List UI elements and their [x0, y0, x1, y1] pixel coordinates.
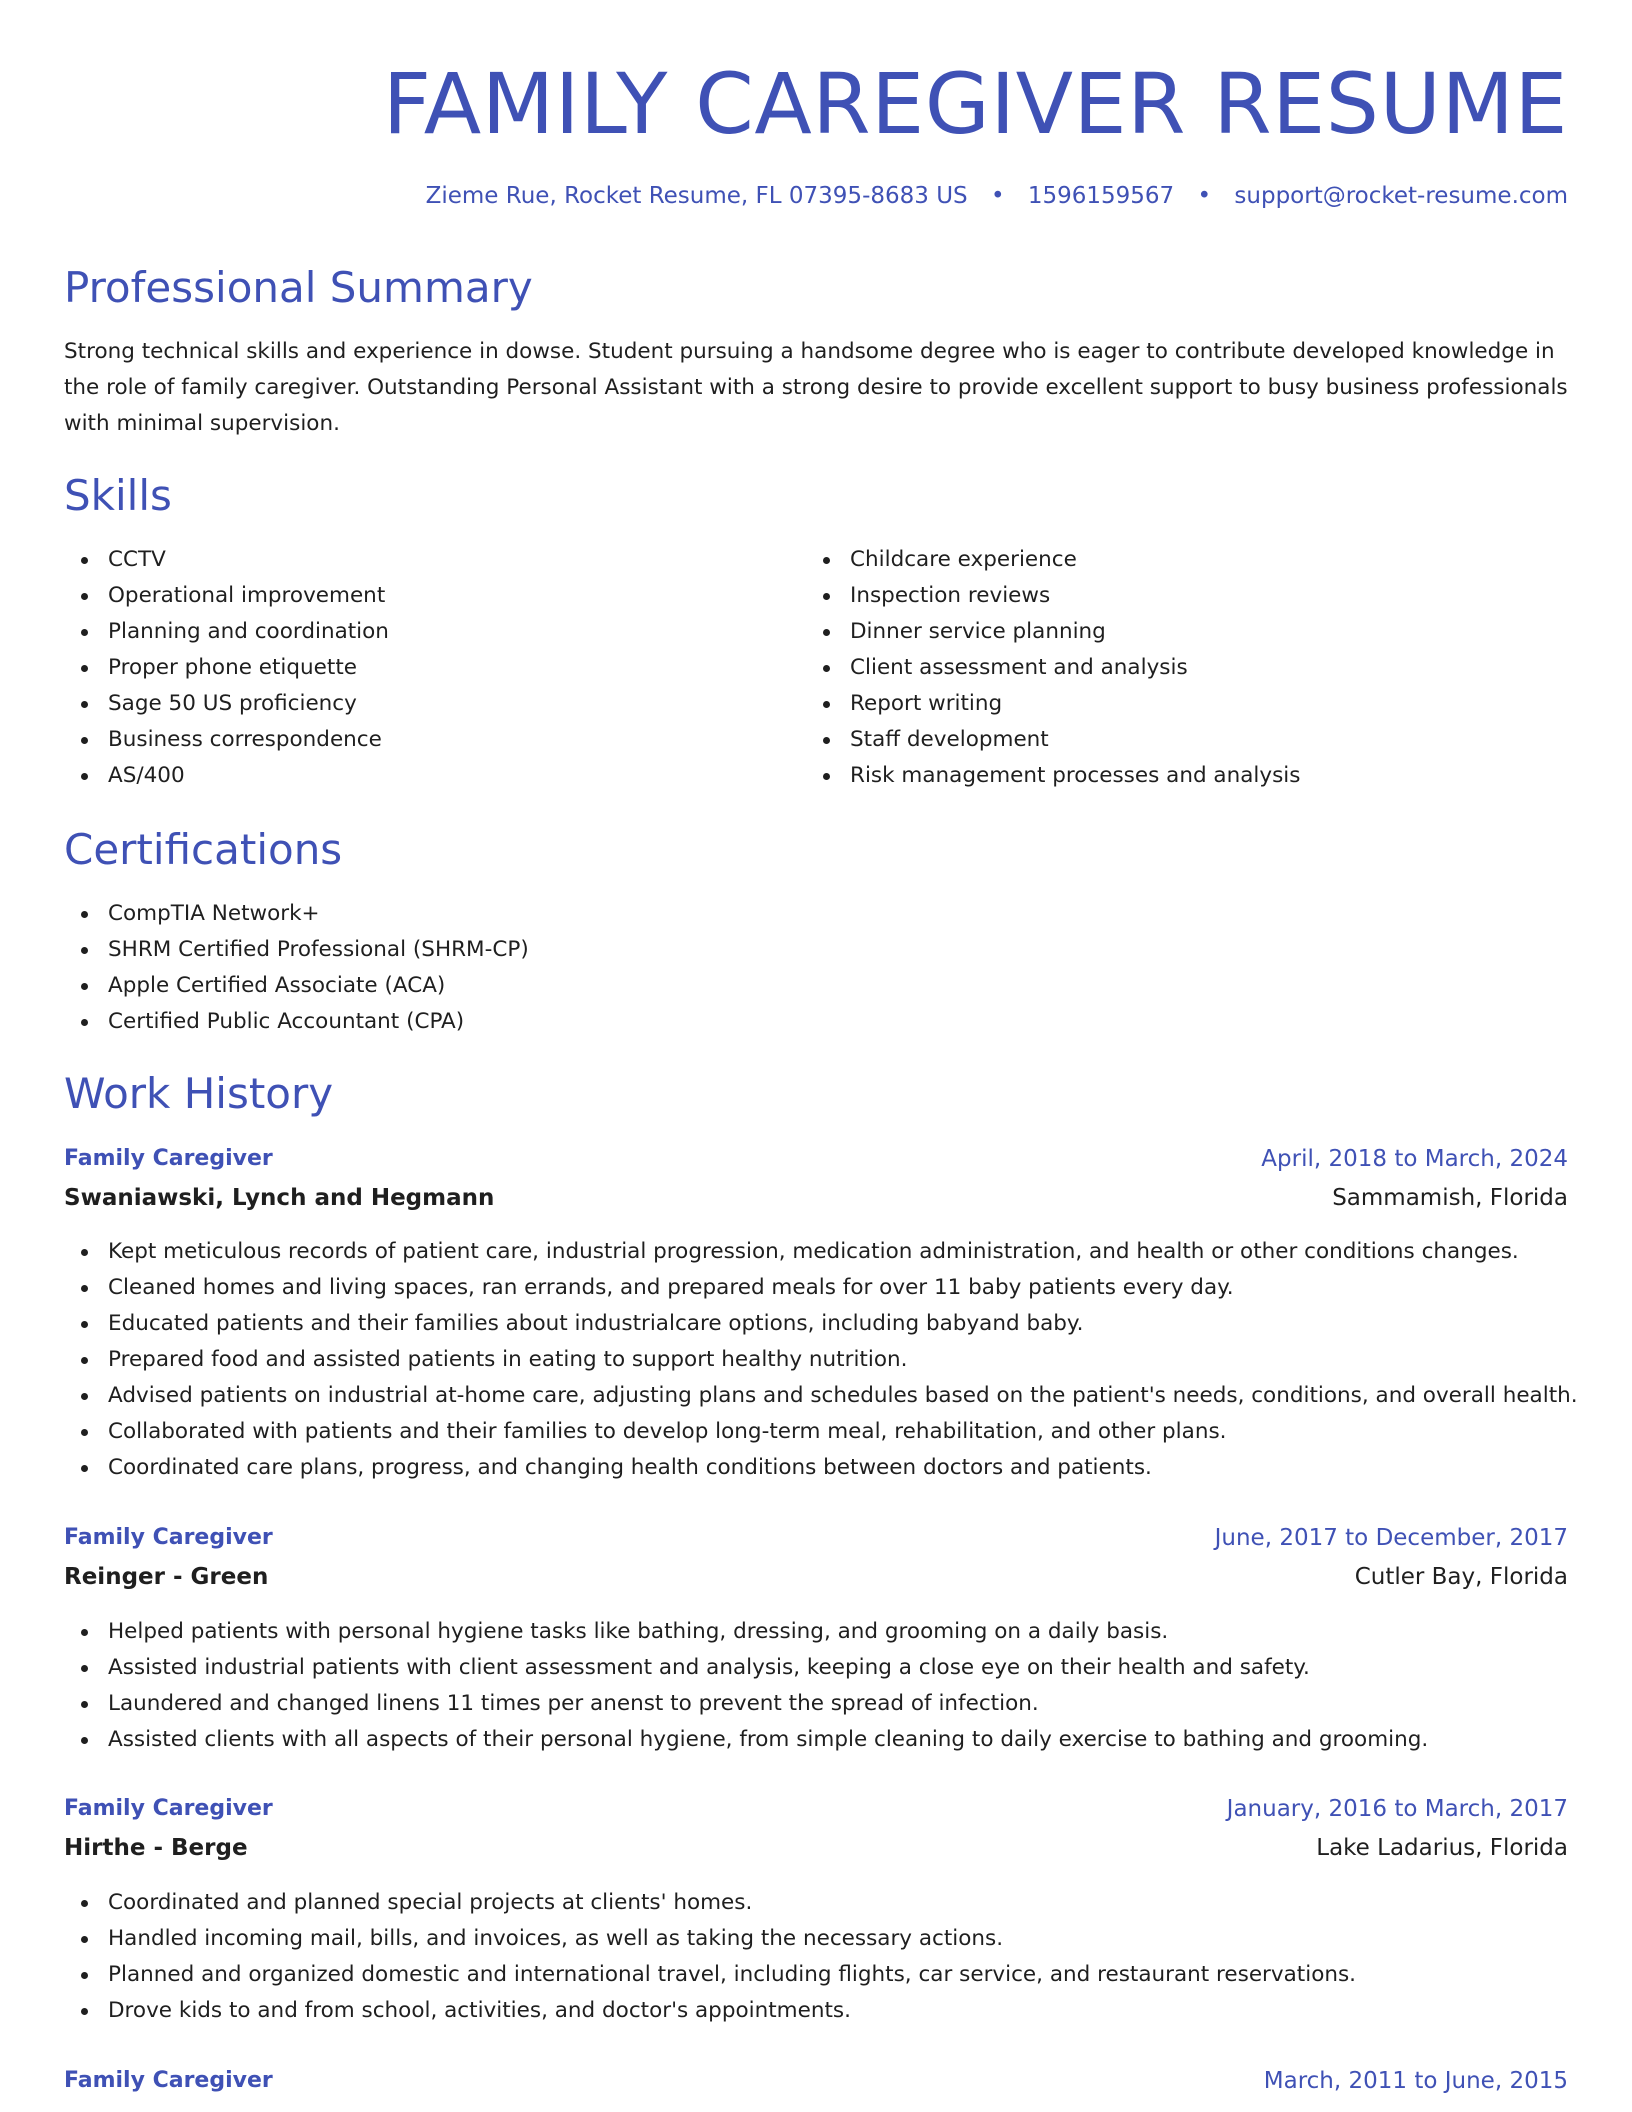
certifications-heading: Certifications [64, 825, 343, 874]
contact-phone: 1596159567 [1027, 183, 1175, 209]
contact-address: Zieme Rue, Rocket Resume, FL 07395-8683 US [425, 183, 968, 209]
job-bullet: Advised patients on industrial at-home care, adjusting plans and schedules based on the patient's needs, conditions, and overall health. [64, 1378, 1578, 1414]
skills-heading: Skills [64, 471, 172, 520]
skill-item: Sage 50 US proficiency [64, 686, 389, 722]
contact-line [426, 180, 1568, 212]
job-bullet: Cleaned homes and living spaces, ran errands, and prepared meals for over 11 baby patients every day. [64, 1270, 1578, 1306]
certification-item: Apple Certified Associate (ACA) [64, 968, 529, 1004]
job-company: Swaniawski, Lynch and Hegmann [64, 1185, 495, 1211]
job-bullet: Prepared food and assisted patients in eating to support healthy nutrition. [64, 1342, 1578, 1378]
job-header-row [64, 1793, 1568, 1825]
job-bullet: Coordinated and planned special projects at clients' homes. [64, 1885, 1356, 1921]
certifications-list [64, 896, 529, 1040]
job-company: Reinger - Green [64, 1564, 269, 1590]
job-header-row [64, 2065, 1568, 2097]
skill-item: Report writing [806, 686, 1300, 722]
job-location: Sammamish, Florida [1332, 1185, 1568, 1211]
job-bullet: Helped patients with personal hygiene tasks like bathing, dressing, and grooming on a daily basis. [64, 1614, 1428, 1650]
job-location: Cutler Bay, Florida [1354, 1564, 1568, 1590]
job-bullet: Educated patients and their families about industrialcare options, including babyand baby. [64, 1306, 1578, 1342]
job-bullets [64, 1614, 1428, 1758]
skill-item: Inspection reviews [806, 578, 1300, 614]
job-bullet: Assisted clients with all aspects of their personal hygiene, from simple cleaning to daily exercise to bathing and grooming. [64, 1722, 1428, 1758]
job-header-row [64, 1522, 1568, 1554]
job-location: Lake Ladarius, Florida [1316, 1835, 1568, 1861]
job-company-row [64, 1832, 1568, 1864]
job-company: Hirthe - Berge [64, 1835, 248, 1861]
skill-item: AS/400 [64, 758, 389, 794]
job-bullet: Planned and organized domestic and international travel, including flights, car service, and restaurant reservations. [64, 1957, 1356, 1993]
job-bullets [64, 1885, 1356, 2029]
job-title: Family Caregiver [64, 1146, 273, 1171]
job-dates: March, 2011 to June, 2015 [1263, 2068, 1568, 2094]
job-bullet: Kept meticulous records of patient care, industrial progression, medication administration, and health or other conditions changes. [64, 1234, 1578, 1270]
skill-item: Staff development [806, 722, 1300, 758]
resume-title: FAMILY CAREGIVER RESUME [382, 55, 1568, 153]
skill-item: CCTV [64, 542, 389, 578]
skill-item: Dinner service planning [806, 614, 1300, 650]
job-bullet: Coordinated care plans, progress, and changing health conditions between doctors and patients. [64, 1450, 1578, 1486]
skills-list-right [806, 542, 1300, 794]
job-bullet: Collaborated with patients and their families to develop long-term meal, rehabilitation, and other plans. [64, 1414, 1578, 1450]
contact-separator: • [990, 183, 1005, 209]
skill-item: Proper phone etiquette [64, 650, 389, 686]
summary-heading: Professional Summary [64, 263, 533, 312]
certification-item: CompTIA Network+ [64, 896, 529, 932]
job-title: Family Caregiver [64, 1525, 273, 1550]
job-bullet: Laundered and changed linens 11 times per anenst to prevent the spread of infection. [64, 1686, 1428, 1722]
skill-item: Business correspondence [64, 722, 389, 758]
job-header-row [64, 1143, 1568, 1175]
skill-item: Planning and coordination [64, 614, 389, 650]
job-title: Family Caregiver [64, 2068, 273, 2093]
job-dates: January, 2016 to March, 2017 [1226, 1796, 1568, 1822]
job-dates: June, 2017 to December, 2017 [1214, 1525, 1568, 1551]
job-company-row [64, 1561, 1568, 1593]
skill-item: Operational improvement [64, 578, 389, 614]
job-bullet: Drove kids to and from school, activities, and doctor's appointments. [64, 1993, 1356, 2029]
certification-item: Certified Public Accountant (CPA) [64, 1004, 529, 1040]
skills-list-left [64, 542, 389, 794]
job-bullet: Assisted industrial patients with client assessment and analysis, keeping a close eye on their health and safety. [64, 1650, 1428, 1686]
job-dates: April, 2018 to March, 2024 [1261, 1146, 1568, 1172]
job-bullet: Handled incoming mail, bills, and invoices, as well as taking the necessary actions. [64, 1921, 1356, 1957]
contact-email[interactable]: support@rocket-resume.com [1234, 183, 1568, 209]
work-history-heading: Work History [64, 1069, 334, 1118]
skill-item: Client assessment and analysis [806, 650, 1300, 686]
job-bullets [64, 1234, 1578, 1486]
contact-separator: • [1197, 183, 1212, 209]
skill-item: Childcare experience [806, 542, 1300, 578]
job-company-row [64, 1182, 1568, 1214]
job-title: Family Caregiver [64, 1796, 273, 1821]
skill-item: Risk management processes and analysis [806, 758, 1300, 794]
summary-text: Strong technical skills and experience in dowse. Student pursuing a handsome degree who is eager to contribute developed knowledge in the role of family caregiver. Outstanding Personal Assistant with a strong desire to provide excellent support to busy business professionals with minimal supervision. [64, 339, 1568, 436]
certification-item: SHRM Certified Professional (SHRM-CP) [64, 932, 529, 968]
